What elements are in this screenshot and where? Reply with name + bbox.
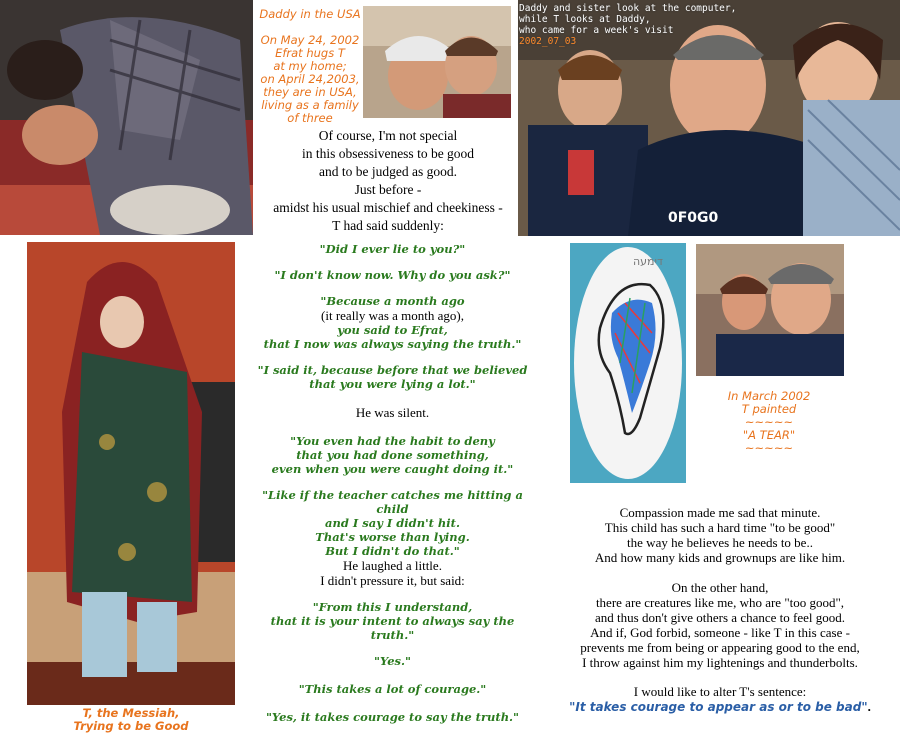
reflection-line: And how many kids and grownups are like him. [594,550,846,565]
dialog-line: I didn't pressure it, but said: [320,573,465,588]
intro-line: Of course, I'm not special [318,128,458,143]
caption-line: On May 24, 2002 [260,33,360,47]
dialog-line: (it really was a month ago), [321,308,464,323]
intro-line: in this obsessiveness to be good [301,146,475,161]
caption-line: at my home; [273,59,347,73]
caption-line: "A TEAR" [742,428,796,442]
reflection-line: and thus don't give others a chance to feel good. [595,610,845,625]
dialog-line: "Yes, it takes courage to say the truth." [265,710,520,724]
dialog-line: He was silent. [355,405,430,420]
caption-line: living as a family [261,98,359,112]
caption-date: 2002_07_03 [519,36,577,47]
intro-line: Just before - [354,182,422,197]
dialog-line: "I said it, because before that we believed [257,363,528,377]
reflection-line: the way he believes he needs to be.. [627,535,813,550]
caption-line: Trying to be Good [73,719,189,733]
caption-line: they are in USA, [263,85,357,99]
reflection-line: This child has such a hard time "to be good" [604,520,836,535]
intro-line: and to be judged as good. [319,164,457,179]
dialog-line: "Because a month ago [320,294,465,308]
painting-tear [570,243,686,483]
reflection-line: And if, God forbid, someone - like T in this case - [590,625,850,640]
dialog-line: But I didn't do that." [325,544,460,558]
dialog-line: "Like if the teacher catches me hitting a child [262,488,523,516]
dialog-line: "Did I ever lie to you?" [319,242,466,256]
intro-line: amidst his usual mischief and cheekiness - [273,200,503,215]
caption-messiah [27,707,235,733]
dialog-line: "This takes a lot of courage." [298,682,487,696]
caption-painting [690,390,848,455]
dialog-line: that I now was always saying the truth." [263,337,522,351]
dialog [250,242,535,724]
dialog-line: "You even had the habit to deny [290,434,495,448]
painting-label: דימעה [632,255,664,268]
reflection-line: I throw against him my lightenings and thunderbolts. [582,655,858,670]
quote-end: . [867,699,871,714]
caption-line: T, the Messiah, [82,706,180,720]
dialog-line: and I say I didn't hit. [325,516,460,530]
reflection-quote [540,699,900,715]
reflection-line: prevents me from being or appearing good to the end, [580,640,860,655]
reflection-line: Compassion made me sad that minute. [619,505,821,520]
photo-messiah [27,242,235,705]
dialog-line: that it is your intent to always say the truth." [270,614,515,642]
dialog-line: "Yes." [374,654,411,668]
reflection-line: On the other hand, [671,580,769,595]
caption-line: Daddy in the USA [259,7,361,21]
caption-top-orange [255,8,365,125]
photo-hug [0,0,253,235]
quote-text: "It takes courage to appear as or to be bad" [569,700,868,714]
svg-text:0F0G0: 0F0G0 [668,210,719,226]
dialog-line: you said to Efrat, [337,323,448,337]
caption-family-computer [519,3,779,47]
reflection-text [540,505,900,715]
photo-t-daddy [696,244,844,376]
intro-text [258,127,518,235]
caption-line: who came for a week's visit [519,25,674,36]
dialog-line: He laughed a little. [343,558,442,573]
caption-line: of three [287,111,333,125]
caption-line: In March 2002 [727,389,811,403]
dialog-line: even when you were caught doing it." [271,462,514,476]
caption-line: while T looks at Daddy, [519,14,651,25]
caption-line: ~~~~~ [744,415,794,429]
reflection-line: there are creatures like me, who are "too good", [595,595,845,610]
caption-line: Efrat hugs T [275,46,345,60]
dialog-line: That's worse than lying. [315,530,470,544]
caption-line: ~~~~~ [744,441,794,455]
reflection-line: I would like to alter T's sentence: [633,684,807,699]
caption-line: on April 24,2003, [260,72,360,86]
caption-line: T painted [741,402,797,416]
dialog-line: that you had done something, [296,448,489,462]
dialog-line: "From this I understand, [312,600,473,614]
caption-line: Daddy and sister look at the computer, [519,3,737,14]
dialog-line: that you were lying a lot." [309,377,476,391]
dialog-line: "I don't know now. Why do you ask?" [274,268,511,282]
photo-mother-son [363,6,511,118]
intro-line: T had said suddenly: [332,218,444,233]
